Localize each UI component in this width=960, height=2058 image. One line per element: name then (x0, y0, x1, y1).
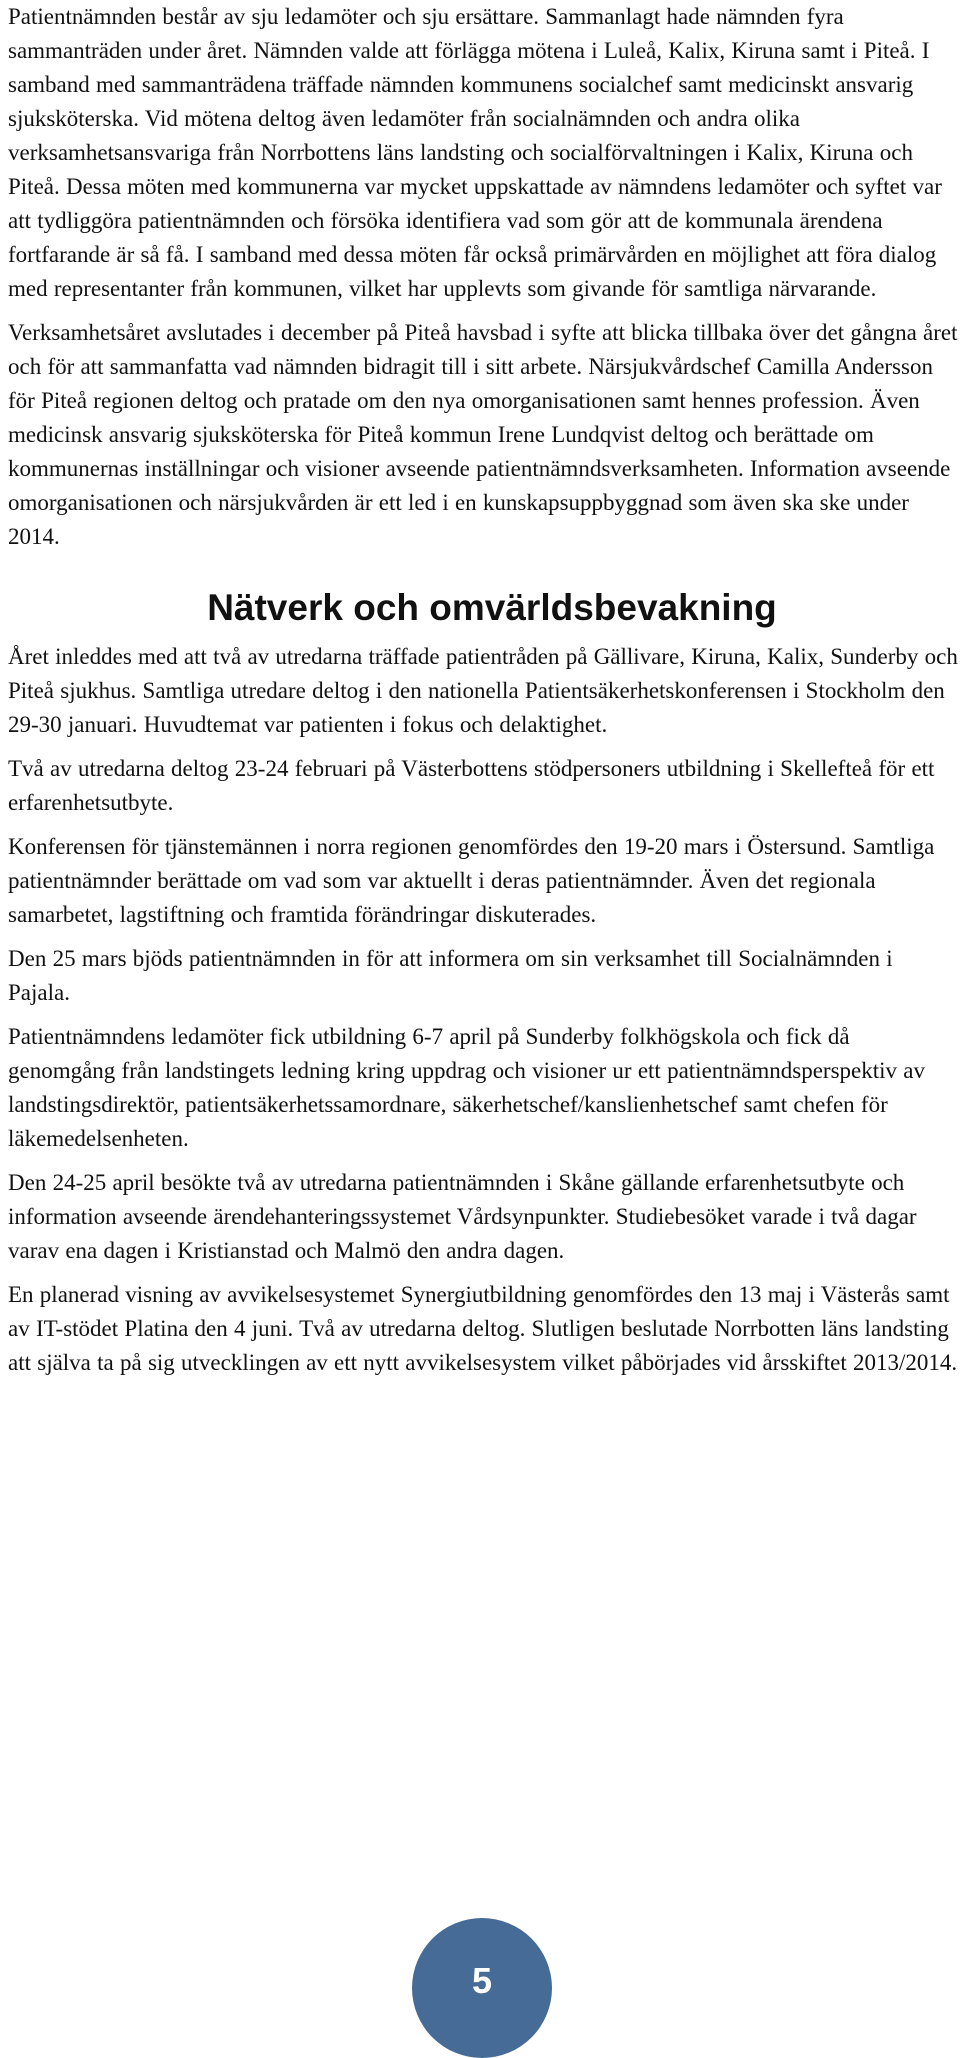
paragraph-patient-councils: Året inleddes med att två av utredarna träffade patientråden på Gällivare, Kiruna, Kalix, Sunderby och Piteå sjukhus. Samtliga utredare deltog i den nationella Patientsäkerhetskonferensen i Stockholm den 29-30 januari. Huvudtemat var patienten i fokus och delaktighet. (8, 644, 958, 737)
paragraph-skane-visit: Den 24-25 april besökte två av utredarna patientnämnden i Skåne gällande erfarenhetsutbyte och information avseende ärendehanteringssystemet Vårdsynpunkter. Studiebesöket varade i två dagar varav ena dagen i Kristianstad och Malmö den andra dagen. (8, 1170, 917, 1263)
paragraph-member-training: Patientnämndens ledamöter fick utbildning 6-7 april på Sunderby folkhögskola och fick då genomgång från landstingets ledning kring uppdrag och visioner ur ett patientnämndsperspektiv av landstingsdirektör, patientsäkerhetssamordnare, säkerhetschef/kanslienhetschef samt chefen för läkemedelsenheten. (8, 1024, 925, 1151)
paragraph-northern-conference: Konferensen för tjänstemännen i norra regionen genomfördes den 19-20 mars i Östersund. Samtliga patientnämnder berättade om vad som var aktuellt i deras patientnämnder. Även det regionala samarbetet, lagstiftning och framtida förändringar diskuterades. (8, 834, 935, 927)
paragraph-deviation-system: En planerad visning av avvikelsesystemet Synergiutbildning genomfördes den 13 maj i Västerås samt av IT-stödet Platina den 4 juni. Två av utredarna deltog. Slutligen beslutade Norrbotten läns landsting att själva ta på sig utvecklingen av ett nytt avvikelsesystem vilket påbörjades vid årsskiftet 2013/2014. (8, 1282, 958, 1375)
page-number-badge (412, 1918, 552, 2058)
paragraph-committee-meetings: Patientnämnden består av sju ledamöter och sju ersättare. Sammanlagt hade nämnden fyra sammanträden under året. Nämnden valde att förlägga mötena i Luleå, Kalix, Kiruna samt i Piteå. I samband med sammanträdena träffade nämnden kommunens socialchef samt medicinskt ansvarig sjuksköterska. Vid mötena deltog även ledamöter från socialnämnden och andra olika verksamhetsansvariga från Norrbottens läns landsting och socialförvaltningen i Kalix, Kiruna och Piteå. Dessa möten med kommunerna var mycket uppskattade av nämndens ledamöter och syftet var att tydliggöra patientnämnden och försöka identifiera vad som gör att de kommunala ärendena fortfarande är så få. I samband med dessa möten får också primärvården en möjlighet att föra dialog med representanter från kommunen, vilket har upplevts som givande för samtliga närvarande. (8, 4, 942, 301)
page-number: 5 (471, 1960, 493, 2001)
page-content (8, 0, 960, 1380)
section-heading: Nätverk och omvärldsbevakning (207, 587, 777, 628)
paragraph-vasterbotten-training: Två av utredarna deltog 23-24 februari på Västerbottens stödpersoners utbildning i Skellefteå för ett erfarenhetsutbyte. (8, 756, 935, 815)
paragraph-pajala-visit: Den 25 mars bjöds patientnämnden in för att informera om sin verksamhet till Socialnämnden i Pajala. (8, 946, 893, 1005)
paragraph-year-end: Verksamhetsåret avslutades i december på Piteå havsbad i syfte att blicka tillbaka över det gångna året och för att sammanfatta vad nämnden bidragit till i sitt arbete. Närsjukvårdschef Camilla Andersson för Piteå regionen deltog och pratade om den nya omorganisationen samt hennes profession. Även medicinsk ansvarig sjuksköterska för Piteå kommun Irene Lundqvist deltog och berättade om kommunernas inställningar och visioner avseende patientnämndsverksamheten. Information avseende omorganisationen och närsjukvården är ett led i en kunskapsuppbyggnad som även ska ske under 2014. (8, 320, 958, 549)
